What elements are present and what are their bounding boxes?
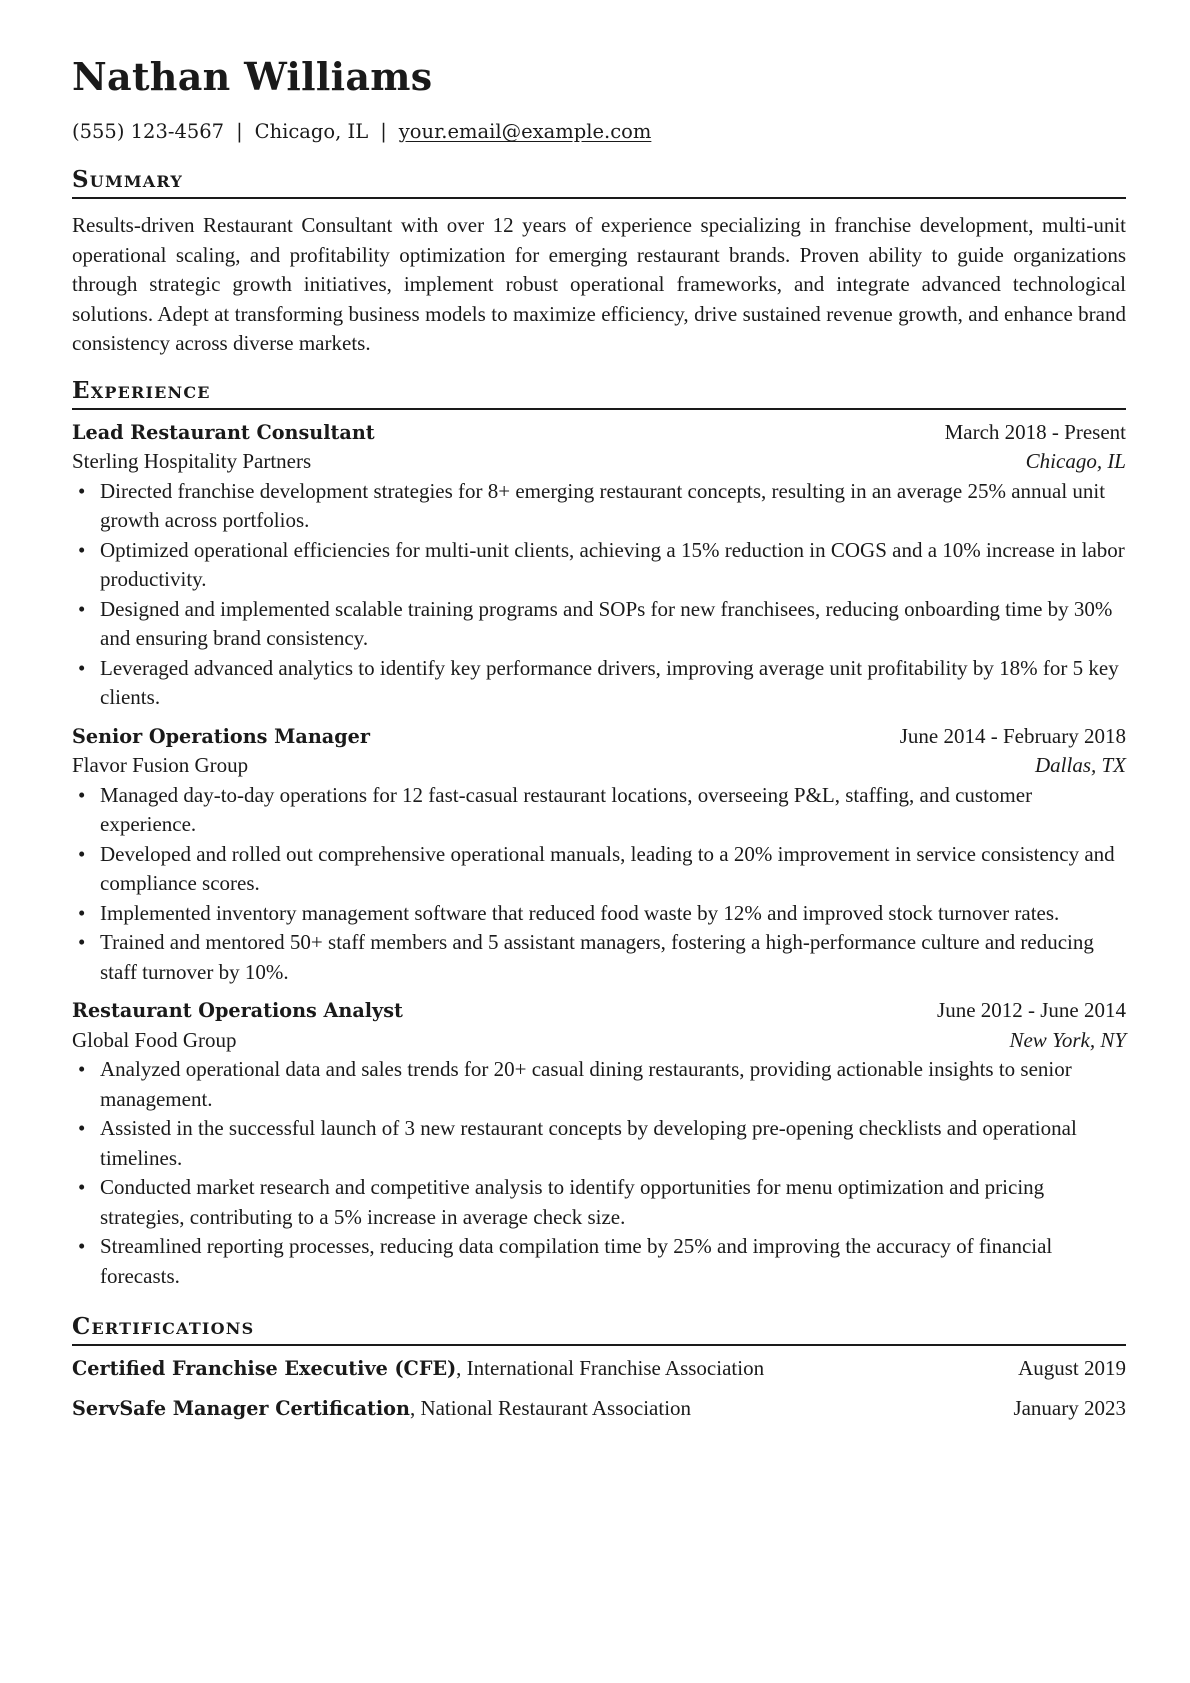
- summary-text: Results-driven Restaurant Consultant with over 12 years of experience specializing in franchise development, multi-unit operational scaling, and profitability optimization for emerging restaurant brands. Proven ability to guide organizations through strategic growth initiatives, implement robust operational frameworks, and integrate advanced technological solutions. Adept at transforming business models to maximize efficiency, drive sustained revenue growth, and enhance brand consistency across diverse markets.: [72, 213, 1126, 355]
- section-title-certifications: Certifications: [72, 1313, 255, 1340]
- contact-location: Chicago, IL: [254, 120, 369, 143]
- job-bullets: [72, 477, 1126, 713]
- resume-page: [72, 54, 1126, 1423]
- certification-name: ServSafe Manager Certification: [72, 1396, 410, 1420]
- job-bullets: [72, 1055, 1126, 1291]
- job-bullet: • Assisted in the successful launch of 3 new restaurant concepts by developing pre-opening checklists and operational timelines.: [72, 1114, 1126, 1173]
- job-title: Lead Restaurant Consultant: [72, 420, 375, 444]
- company-name: Flavor Fusion Group: [72, 753, 249, 777]
- job-bullet: • Conducted market research and competitive analysis to identify opportunities for menu optimization and pricing strategies, contributing to a 5% increase in average check size.: [72, 1173, 1126, 1232]
- job-bullet: • Analyzed operational data and sales trends for 20+ casual dining restaurants, providing actionable insights to senior management.: [72, 1055, 1126, 1114]
- job-bullet: • Trained and mentored 50+ staff members and 5 assistant managers, fostering a high-performance culture and reducing staff turnover by 10%.: [72, 928, 1126, 987]
- job-entry: [72, 722, 1126, 988]
- contact-separator: |: [236, 120, 243, 143]
- certifications-section: [72, 1313, 1126, 1423]
- section-divider: [72, 408, 1126, 410]
- job-bullet: • Directed franchise development strategies for 8+ emerging restaurant concepts, resulting in an average 25% annual unit growth across portfolios.: [72, 477, 1126, 536]
- job-bullet: • Optimized operational efficiencies for multi-unit clients, achieving a 15% reduction in COGS and a 10% increase in labor productivity.: [72, 536, 1126, 595]
- job-location: Dallas, TX: [1034, 753, 1126, 777]
- phone-number: (555) 123-4567: [72, 120, 225, 143]
- certification-date: August 2019: [1018, 1356, 1126, 1380]
- section-title-experience: Experience: [72, 376, 211, 404]
- job-bullet: • Designed and implemented scalable training programs and SOPs for new franchisees, reducing onboarding time by 30% and ensuring brand consistency.: [72, 595, 1126, 654]
- contact-line: [72, 120, 1126, 144]
- job-bullet: • Leveraged advanced analytics to identify key performance drivers, improving average unit profitability by 18% for 5 key clients.: [72, 654, 1126, 713]
- section-title-summary: Summary: [72, 166, 184, 193]
- company-name: Global Food Group: [72, 1027, 237, 1052]
- job-title: Restaurant Operations Analyst: [72, 999, 403, 1022]
- candidate-name: Nathan Williams: [72, 54, 433, 99]
- company-name: Sterling Hospitality Partners: [72, 449, 312, 473]
- job-entry: [72, 996, 1126, 1291]
- job-dates: March 2018 - Present: [944, 419, 1126, 444]
- job-bullets: [72, 781, 1126, 988]
- job-location: Chicago, IL: [1025, 449, 1126, 473]
- section-divider: [72, 1344, 1126, 1346]
- certification-issuer: , International Franchise Association: [456, 1356, 765, 1380]
- job-entry: [72, 418, 1126, 713]
- certification-date: January 2023: [1013, 1395, 1126, 1420]
- job-title: Senior Operations Manager: [72, 724, 370, 748]
- email-link[interactable]: your.email@example.com: [398, 120, 652, 143]
- certification-item: [72, 1394, 1126, 1424]
- job-bullet: • Streamlined reporting processes, reducing data compilation time by 25% and improving the accuracy of financial forecasts.: [72, 1232, 1126, 1291]
- job-location: New York, NY: [1009, 1027, 1126, 1052]
- job-bullet: • Managed day-to-day operations for 12 fast-casual restaurant locations, overseeing P&L, staffing, and customer experience.: [72, 781, 1126, 840]
- experience-section: [72, 377, 1126, 1292]
- certification-issuer: , National Restaurant Association: [409, 1395, 692, 1420]
- job-bullet: • Implemented inventory management software that reduced food waste by 12% and improved stock turnover rates.: [72, 899, 1126, 929]
- summary-section: [72, 166, 1126, 359]
- job-dates: June 2012 - June 2014: [937, 998, 1126, 1022]
- job-bullet: • Developed and rolled out comprehensive operational manuals, leading to a 20% improvement in service consistency and compliance scores.: [72, 840, 1126, 899]
- contact-separator: |: [380, 120, 387, 143]
- job-dates: June 2014 - February 2018: [899, 723, 1126, 748]
- certification-item: [72, 1354, 1126, 1384]
- section-divider: [72, 197, 1126, 199]
- certification-name: Certified Franchise Executive (CFE): [72, 1357, 457, 1380]
